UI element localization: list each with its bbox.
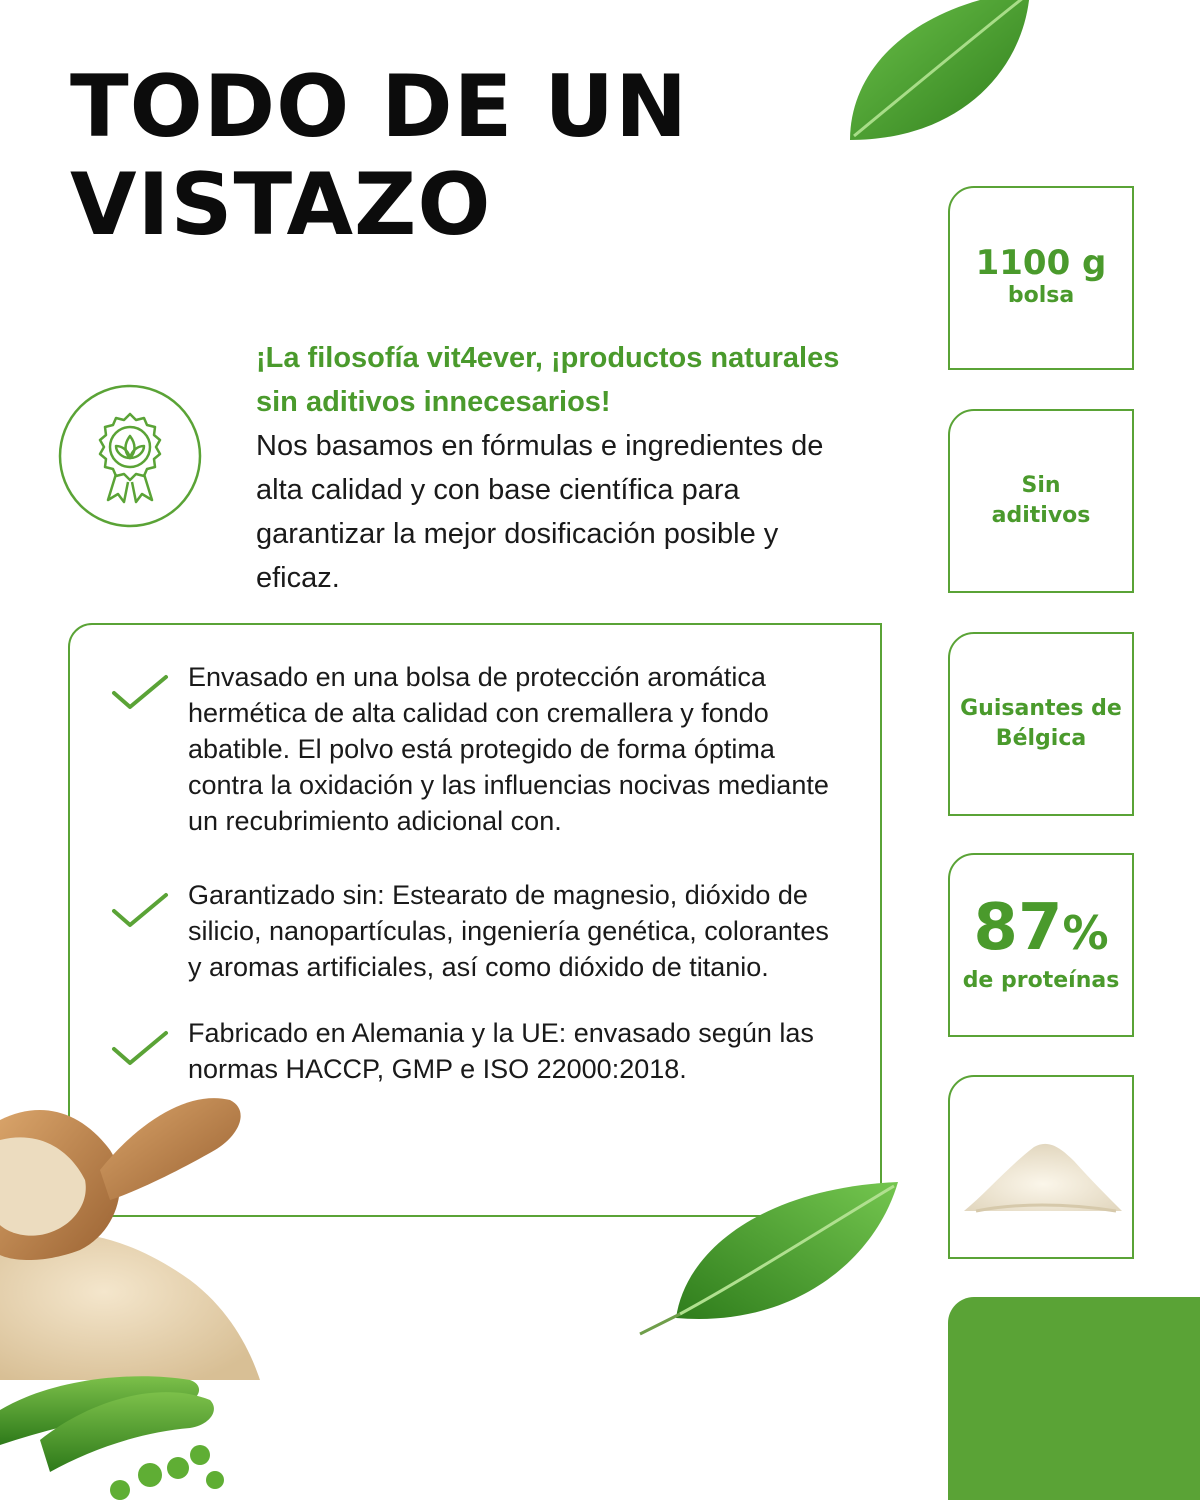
weight-value: 1100 g: [975, 243, 1107, 283]
green-corner-block: [948, 1297, 1200, 1500]
scoop-powder-peas-image: [0, 1080, 300, 1500]
no-additives-line1: Sin: [1021, 473, 1061, 498]
card-powder-image: [948, 1075, 1134, 1259]
protein-label: de proteínas: [962, 967, 1120, 993]
feature-item: [110, 1015, 830, 1087]
checkmark-icon: [110, 673, 170, 713]
feature-item: [110, 659, 830, 839]
page-title: TODO DE UN VISTAZO: [70, 57, 689, 255]
feature-text: Fabricado en Alemania y la UE: envasado según las normas HACCP, GMP e ISO 22000:2018.: [188, 1018, 814, 1084]
card-origin: [948, 632, 1134, 816]
origin-line1: Guisantes de: [960, 696, 1122, 721]
no-additives-line2: aditivos: [991, 503, 1091, 528]
leaf-image-bottom: [636, 1178, 906, 1338]
quality-seal-leaf-icon: [56, 382, 204, 530]
card-protein: [948, 853, 1134, 1037]
card-no-additives: [948, 409, 1134, 593]
philosophy-headline: ¡La filosofía vit4ever, ¡productos naturales sin aditivos innecesarios!: [256, 342, 840, 418]
checkmark-icon: [110, 891, 170, 931]
protein-percentage: 87%: [973, 890, 1109, 965]
origin-line2: Bélgica: [995, 726, 1087, 751]
feature-text: Garantizado sin: Estearato de magnesio, dióxido de silicio, nanopartículas, ingeniería genética, colorantes y aromas artificiales, así como dióxido de titanio.: [188, 880, 829, 982]
card-weight: [948, 186, 1134, 370]
philosophy-block: [256, 336, 856, 600]
feature-text: Envasado en una bolsa de protección aromática hermética de alta calidad con cremallera y fondo abatible. El polvo está protegido de forma óptima contra la oxidación y las influencias nocivas mediante un recubrimiento adicional con.: [188, 662, 829, 836]
philosophy-body: Nos basamos en fórmulas e ingredientes de alta calidad y con base científica para garantizar la mejor dosificación posible y eficaz.: [256, 430, 824, 594]
checkmark-icon: [110, 1029, 170, 1069]
weight-label: bolsa: [1007, 283, 1075, 308]
powder-pile-image: [956, 1107, 1126, 1227]
feature-item: [110, 877, 830, 985]
